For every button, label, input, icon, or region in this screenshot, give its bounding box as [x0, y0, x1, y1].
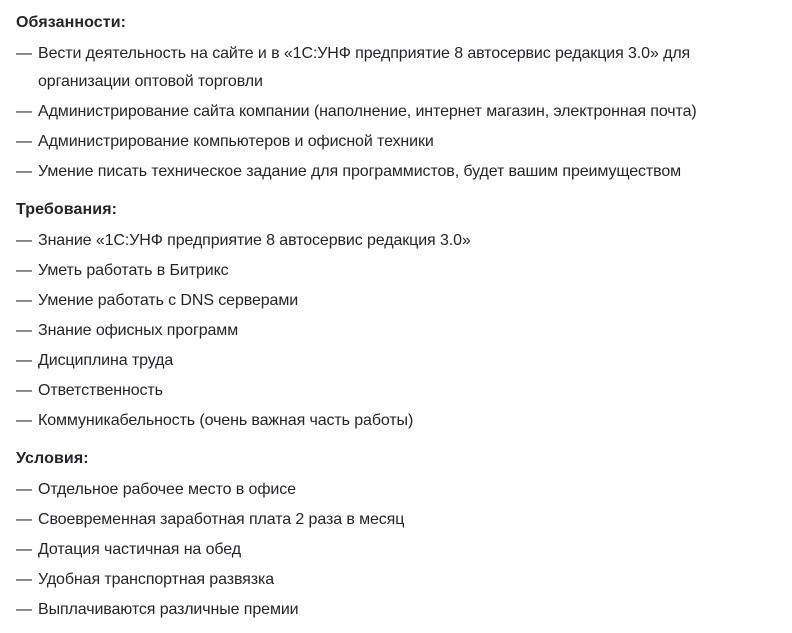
list-item	[16, 257, 776, 285]
list-item-text: Администрирование сайта компании (наполнение, интернет магазин, электронная почта)	[38, 103, 697, 120]
list-item-text: Уметь работать в Битрикс	[38, 262, 229, 279]
section-requirements	[16, 199, 776, 435]
section-heading: Обязанности:	[16, 14, 127, 31]
bullet-dash: —	[16, 511, 32, 528]
list-item-text: Вести деятельность на сайте и в «1С:УНФ предприятие 8 автосервис редакция 3.0» для организации оптовой торговли	[38, 45, 691, 90]
list-item	[16, 227, 776, 255]
list-item	[16, 566, 776, 594]
list-item	[16, 536, 776, 564]
list-item-text: Выплачиваются различные премии	[38, 601, 299, 618]
bullet-dash: —	[16, 352, 32, 369]
list-item-text: Ответственность	[38, 382, 163, 399]
list-item-text: Умение писать техническое задание для программистов, будет вашим преимуществом	[38, 163, 682, 180]
list-item	[16, 596, 776, 624]
list-item	[16, 287, 776, 315]
list-item-text: Отдельное рабочее место в офисе	[38, 481, 296, 498]
bullet-dash: —	[16, 382, 32, 399]
bullet-dash: —	[16, 571, 32, 588]
bullet-dash: —	[16, 292, 32, 309]
list-item	[16, 317, 776, 345]
bullet-dash: —	[16, 45, 32, 62]
bullet-dash: —	[16, 232, 32, 249]
section-heading: Условия:	[16, 450, 89, 467]
bullet-dash: —	[16, 103, 32, 120]
section-heading: Требования:	[16, 201, 118, 218]
bullet-dash: —	[16, 601, 32, 618]
list-item	[16, 98, 776, 126]
list-item	[16, 158, 776, 186]
list-item	[16, 476, 776, 504]
list-item-text: Дисциплина труда	[38, 352, 174, 369]
list-item	[16, 128, 776, 156]
list-item-text: Умение работать с DNS серверами	[38, 292, 299, 309]
bullet-dash: —	[16, 133, 32, 150]
bullet-dash: —	[16, 322, 32, 339]
list-item-text: Своевременная заработная плата 2 раза в месяц	[38, 511, 405, 528]
list-item-text: Знание офисных программ	[38, 322, 239, 339]
bullet-dash: —	[16, 262, 32, 279]
bullet-dash: —	[16, 481, 32, 498]
list-item-text: Коммуникабельность (очень важная часть работы)	[38, 412, 414, 429]
section-conditions	[16, 448, 776, 624]
list-item-text: Удобная транспортная развязка	[38, 571, 275, 588]
list-item	[16, 506, 776, 534]
bullet-dash: —	[16, 412, 32, 429]
bullet-dash: —	[16, 163, 32, 180]
bullet-dash: —	[16, 541, 32, 558]
list-item-text: Знание «1С:УНФ предприятие 8 автосервис редакция 3.0»	[38, 232, 471, 249]
list-item	[16, 377, 776, 405]
section-responsibilities	[16, 12, 776, 186]
list-item	[16, 407, 776, 435]
list-item-text: Администрирование компьютеров и офисной техники	[38, 133, 434, 150]
list-item	[16, 40, 776, 96]
list-item	[16, 347, 776, 375]
list-item-text: Дотация частичная на обед	[38, 541, 241, 558]
